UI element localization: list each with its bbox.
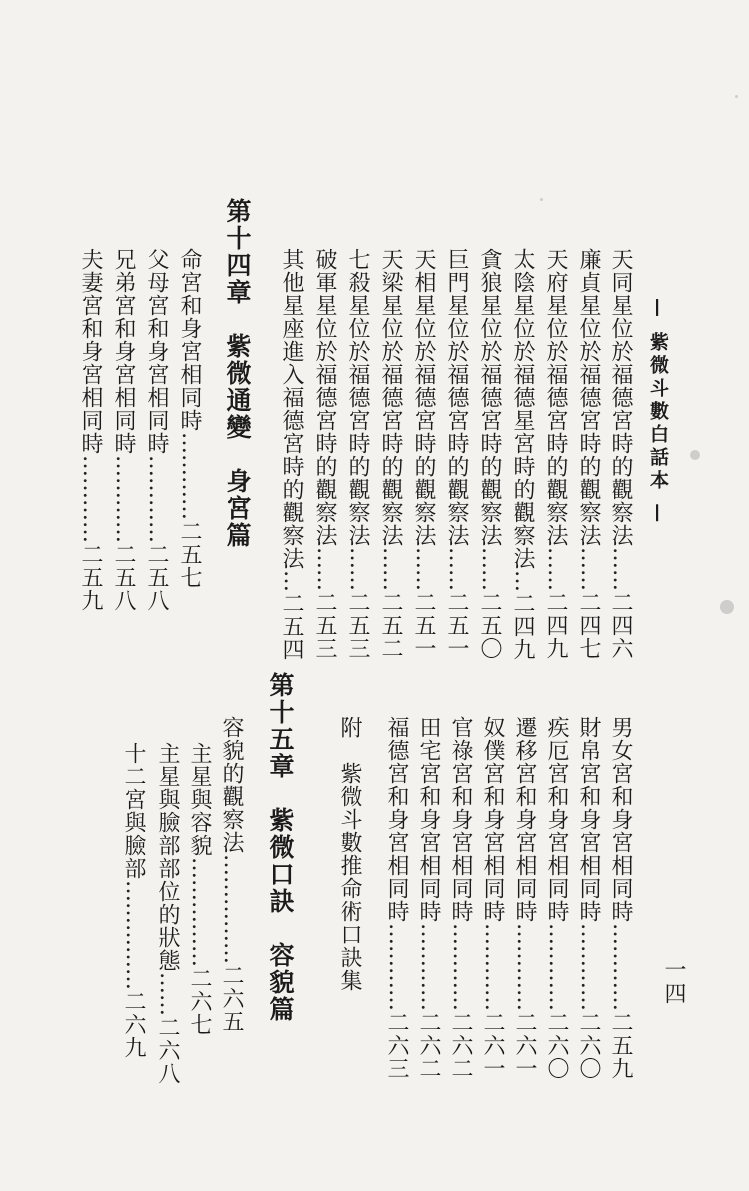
toc-entry[interactable] xyxy=(220,716,242,1033)
leader-dots: ………… xyxy=(384,923,409,1011)
entry-title: 巨門星位於福德宮時的觀察法 xyxy=(444,248,469,547)
entry-title: 財帛宮和身宮相同時 xyxy=(576,716,601,923)
entry-title: 天相星位於福德宮時的觀察法 xyxy=(411,248,436,547)
leader-dots: …… xyxy=(444,547,469,591)
entry-title: 廉貞星位於福德宮時的觀察法 xyxy=(576,248,601,547)
entry-title: 主星與臉部部位的狀態 xyxy=(155,742,180,972)
leader-dots: ………… xyxy=(78,455,103,543)
entry-page: 二五二 xyxy=(378,591,403,660)
entry-title: 天同星位於福德宮時的觀察法 xyxy=(608,248,633,547)
toc-entry[interactable] xyxy=(478,248,500,660)
entry-page: 二六三 xyxy=(384,1011,409,1080)
leader-dots: ………… xyxy=(448,923,473,1011)
scan-speck xyxy=(540,198,543,201)
leader-dots: …… xyxy=(155,972,180,1016)
entry-title: 兄弟宮和身宮相同時 xyxy=(111,248,136,455)
toc-entry[interactable] xyxy=(79,248,101,612)
toc-entry[interactable] xyxy=(379,248,401,660)
scan-speck xyxy=(690,450,700,460)
entry-page: 二五四 xyxy=(279,592,304,661)
entry-page: 二五一 xyxy=(411,591,436,660)
entry-title: 天梁星位於福德宮時的觀察法 xyxy=(378,248,403,547)
leader-dots: …… xyxy=(543,547,568,591)
chapter-15-heading[interactable]: 第十五章 紫微口訣 容貌篇 xyxy=(266,672,295,1023)
leader-dots: ………… xyxy=(480,923,505,1011)
leader-dots: ………… xyxy=(111,455,136,543)
entry-page: 二六七 xyxy=(187,967,212,1036)
entry-title: 男女宮和身宮相同時 xyxy=(608,716,633,923)
entry-page: 二四九 xyxy=(510,592,535,661)
leader-dots: …………… xyxy=(219,854,244,964)
entry-title: 七殺星位於福德宮時的觀察法 xyxy=(345,248,370,547)
leader-dots: ………… xyxy=(416,923,441,1011)
toc-entry[interactable] xyxy=(609,248,631,660)
entry-page: 二五〇 xyxy=(477,591,502,660)
entry-title: 其他星座進入福德宮時的觀察法 xyxy=(279,248,304,570)
toc-entry[interactable] xyxy=(280,248,302,661)
toc-entry[interactable] xyxy=(122,742,144,1059)
scan-speck xyxy=(720,600,734,614)
entry-title: 命宮和身宮相同時 xyxy=(177,248,202,432)
entry-page: 二五三 xyxy=(345,591,370,660)
entry-title: 破軍星位於福德宮時的觀察法 xyxy=(312,248,337,547)
entry-page: 二六一 xyxy=(480,1011,505,1080)
entry-page: 二五七 xyxy=(177,520,202,589)
toc-entry[interactable] xyxy=(346,248,368,660)
leader-dots: …… xyxy=(608,547,633,591)
toc-entry[interactable] xyxy=(577,248,599,660)
entry-title: 十二宮與臉部 xyxy=(121,742,146,880)
toc-entry[interactable] xyxy=(545,716,567,1080)
entry-title: 遷移宮和身宮相同時 xyxy=(512,716,537,923)
toc-entry[interactable] xyxy=(513,716,535,1080)
entry-page: 二六五 xyxy=(219,964,244,1033)
entry-page: 二六九 xyxy=(121,990,146,1059)
toc-entry[interactable] xyxy=(178,248,200,589)
toc-entry[interactable] xyxy=(449,716,471,1080)
leader-dots: ………… xyxy=(144,455,169,543)
entry-page: 二六〇 xyxy=(576,1011,601,1080)
leader-dots: …… xyxy=(477,547,502,591)
toc-entry[interactable] xyxy=(385,716,407,1080)
entry-title: 父母宮和身宮相同時 xyxy=(144,248,169,455)
entry-title: 福德宮和身宮相同時 xyxy=(384,716,409,923)
leader-dots: …… xyxy=(378,547,403,591)
toc-entry[interactable] xyxy=(577,716,599,1080)
leader-dots: ………… xyxy=(544,923,569,1011)
leader-dots: ………… xyxy=(177,432,202,520)
entry-page: 二四九 xyxy=(543,591,568,660)
entry-title: 太陰星位於福德星宮時的觀察法 xyxy=(510,248,535,570)
leader-dots: … xyxy=(510,570,535,592)
toc-entry[interactable] xyxy=(609,716,631,1080)
toc-entry[interactable] xyxy=(511,248,533,661)
entry-title: 主星與容貌 xyxy=(187,742,212,857)
entry-page: 二五九 xyxy=(608,1011,633,1080)
entry-page: 二六一 xyxy=(512,1011,537,1080)
scan-speck xyxy=(735,95,738,98)
toc-entry[interactable] xyxy=(112,248,134,612)
entry-title: 疾厄宮和身宮相同時 xyxy=(544,716,569,923)
entry-page: 二五八 xyxy=(144,543,169,612)
toc-entry[interactable] xyxy=(412,248,434,660)
entry-page: 二六〇 xyxy=(544,1011,569,1080)
leader-dots: …… xyxy=(345,547,370,591)
entry-title: 田宅宮和身宮相同時 xyxy=(416,716,441,923)
leader-dots: …… xyxy=(576,547,601,591)
toc-entry[interactable] xyxy=(145,248,167,612)
page-number: 一四 xyxy=(661,958,686,1006)
entry-page: 二六八 xyxy=(155,1016,180,1085)
entry-page: 二五八 xyxy=(111,543,136,612)
entry-page: 二五九 xyxy=(78,543,103,612)
leader-dots: ………… xyxy=(576,923,601,1011)
leader-dots: …… xyxy=(312,547,337,591)
running-header: — 紫微斗數白話本 — xyxy=(647,298,669,527)
toc-entry[interactable] xyxy=(445,248,467,660)
entry-page: 二四七 xyxy=(576,591,601,660)
chapter-14-heading[interactable]: 第十四章 紫微通變 身宮篇 xyxy=(223,198,252,549)
leader-dots: ………… xyxy=(608,923,633,1011)
leader-dots: …… xyxy=(411,547,436,591)
toc-entry[interactable] xyxy=(313,248,335,660)
appendix-heading[interactable]: 附 紫微斗數推命術口訣集 xyxy=(337,716,362,992)
leader-dots: ………… xyxy=(512,923,537,1011)
toc-entry[interactable] xyxy=(544,248,566,660)
entry-page: 二六二 xyxy=(448,1011,473,1080)
toc-entry[interactable] xyxy=(417,716,439,1080)
entry-page: 二六二 xyxy=(416,1011,441,1080)
entry-title: 容貌的觀察法 xyxy=(219,716,244,854)
entry-title: 天府星位於福德宮時的觀察法 xyxy=(543,248,568,547)
entry-page: 二五三 xyxy=(312,591,337,660)
leader-dots: … xyxy=(279,570,304,592)
entry-title: 奴僕宮和身宮相同時 xyxy=(480,716,505,923)
toc-entry[interactable] xyxy=(481,716,503,1080)
leader-dots: …………… xyxy=(187,857,212,967)
entry-page: 二五一 xyxy=(444,591,469,660)
leader-dots: …………… xyxy=(121,880,146,990)
entry-title: 貪狼星位於福德宮時的觀察法 xyxy=(477,248,502,547)
entry-page: 二四六 xyxy=(608,591,633,660)
entry-title: 官祿宮和身宮相同時 xyxy=(448,716,473,923)
toc-entry[interactable] xyxy=(188,742,210,1036)
toc-entry[interactable] xyxy=(156,742,178,1085)
entry-title: 夫妻宮和身宮相同時 xyxy=(78,248,103,455)
